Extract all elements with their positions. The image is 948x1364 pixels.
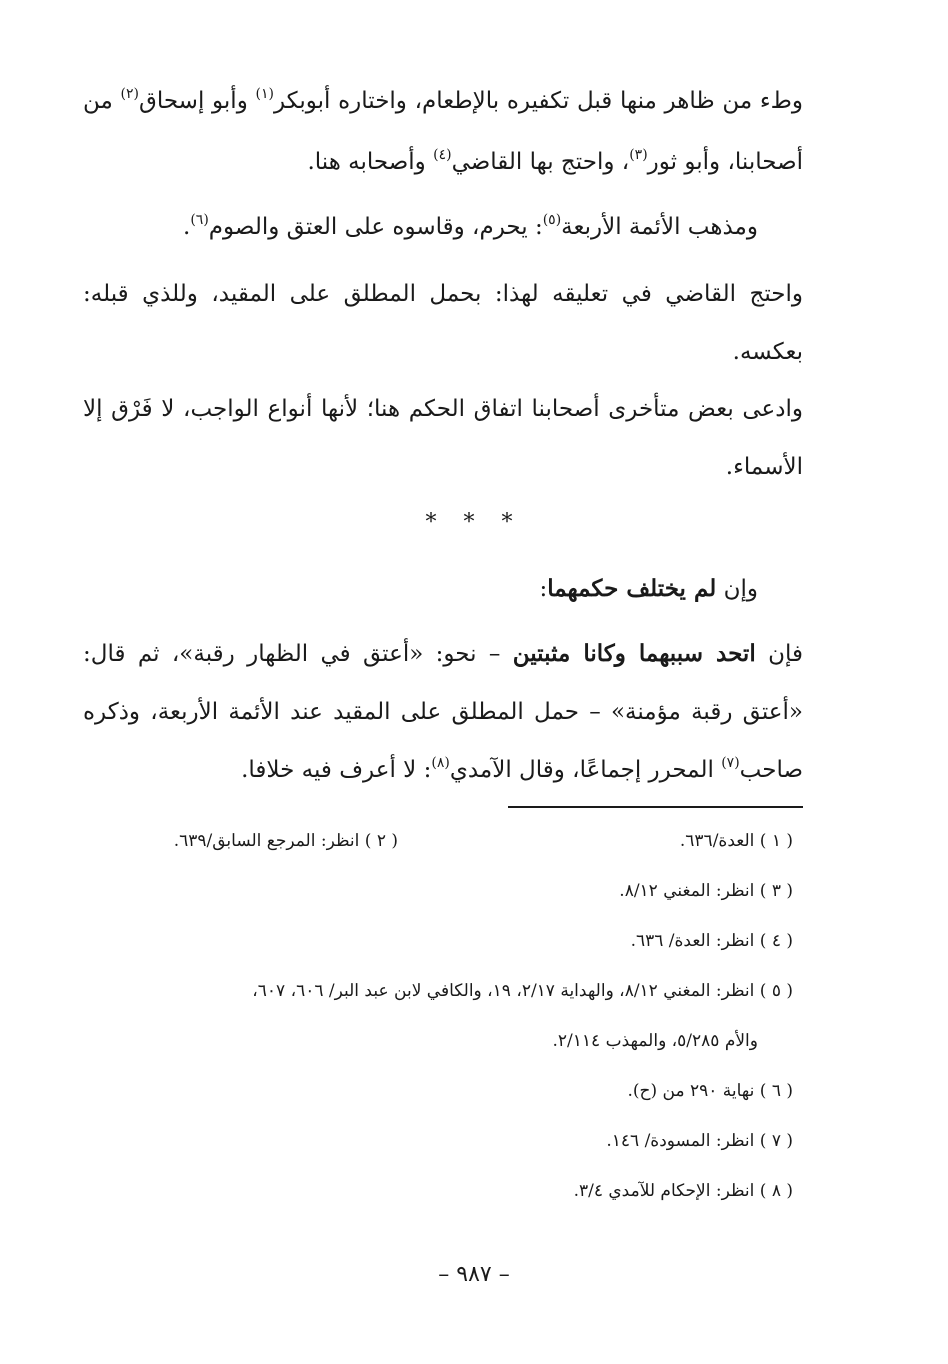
paragraph-2-segment: ومذهب الأئمة الأربعة [561, 214, 758, 240]
paragraph-1-segment: وأبو إسحاق [138, 88, 256, 114]
paragraph-2-text [83, 198, 758, 259]
footnote-7: ( ٧ ) انظر: المسودة/ ١٤٦. [606, 1131, 793, 1151]
footnote-ref-5[interactable]: (٥) [542, 212, 562, 228]
footnote-ref-3[interactable]: (٣) [629, 147, 648, 163]
paragraph-1-text [83, 72, 803, 194]
footnote-6: ( ٦ ) نهاية ٢٩٠ من (ح). [627, 1081, 793, 1101]
paragraph-5-segment: فإن [755, 641, 803, 667]
footnote-ref-1[interactable]: (١) [255, 86, 274, 102]
paragraph-1-segment: ، واحتج بها القاضي [451, 149, 630, 175]
paragraph-1-segment: من أصحابنا، وأبو ثور [83, 88, 803, 175]
footnote-ref-4[interactable]: (٤) [433, 147, 452, 163]
footnote-5-line-1: ( ٥ ) انظر: المغني ٨/١٢، والهداية ٢/١٧، ١٩، والكافي لابن عبد البر/ ٦٠٦، ٦٠٧، [252, 981, 793, 1001]
footnote-ref-2[interactable]: (٢) [120, 86, 139, 102]
section-separator: * * * [425, 510, 523, 535]
footnote-ref-8[interactable]: (٨) [431, 755, 450, 771]
paragraph-5-bold-segment: اتحد سببهما وكانا مثبتين [512, 640, 756, 667]
footnote-4: ( ٤ ) انظر: العدة/ ٦٣٦. [630, 931, 793, 951]
footnote-3: ( ٣ ) انظر: المغني ٨/١٢. [619, 881, 793, 901]
paragraph-5 [83, 625, 803, 802]
paragraph-1-segment: وأصحابه هنا. [307, 149, 434, 175]
heading-segment: وإن [716, 576, 758, 602]
paragraph-1 [83, 72, 803, 194]
footnote-ref-7[interactable]: (٧) [721, 755, 740, 771]
paragraph-5-segment: – نحو: «أعتق في الظهار رقبة»، ثم قال: «أعتق رقبة مؤمنة» – حمل المطلق على المقيد عند الأئمة الأربعة، وذكره صاحب [83, 641, 803, 783]
heading-bold-segment: لم يختلف حكمهما [547, 575, 717, 602]
paragraph-2 [83, 198, 758, 259]
section-heading [83, 560, 758, 618]
section-heading-text [83, 560, 758, 618]
paragraph-4 [83, 380, 803, 496]
paragraph-2-segment: . [183, 214, 191, 240]
paragraph-4-text: وادعى بعض متأخرى أصحابنا اتفاق الحكم هنا؛ لأنها أنواع الواجب، لا فَرْق إلا الأسماء. [83, 396, 803, 480]
paragraph-3 [83, 265, 803, 381]
paragraph-1-segment: وطء من ظاهر منها قبل تكفيره بالإطعام، واختاره أبوبكر [273, 88, 804, 114]
footnote-2: ( ٢ ) انظر: المرجع السابق/٦٣٩. [173, 831, 398, 851]
footnote-1: ( ١ ) العدة/٦٣٦. [679, 831, 793, 851]
paragraph-2-segment: : يحرم، وقاسوه على العتق والصوم [208, 214, 543, 240]
paragraph-5-segment: المحرر إجماعًا، وقال الآمدي [449, 757, 722, 783]
paragraph-5-text [83, 625, 803, 802]
footnote-ref-6[interactable]: (٦) [190, 212, 209, 228]
paragraph-5-segment: : لا أعرف فيه خلافا. [241, 757, 432, 783]
footnote-5-line-2: والأم ٥/٢٨٥، والمهذب ٢/١١٤. [552, 1031, 758, 1051]
footnote-8: ( ٨ ) انظر: الإحكام للآمدي ٣/٤. [573, 1181, 793, 1201]
footnote-divider [508, 806, 803, 808]
paragraph-3-text: واحتج القاضي في تعليقه لهذا: بحمل المطلق على المقيد، وللذي قبله: بعكسه. [83, 281, 803, 365]
page-number: – ٩٨٧ – [438, 1262, 510, 1287]
heading-segment: : [539, 576, 548, 602]
